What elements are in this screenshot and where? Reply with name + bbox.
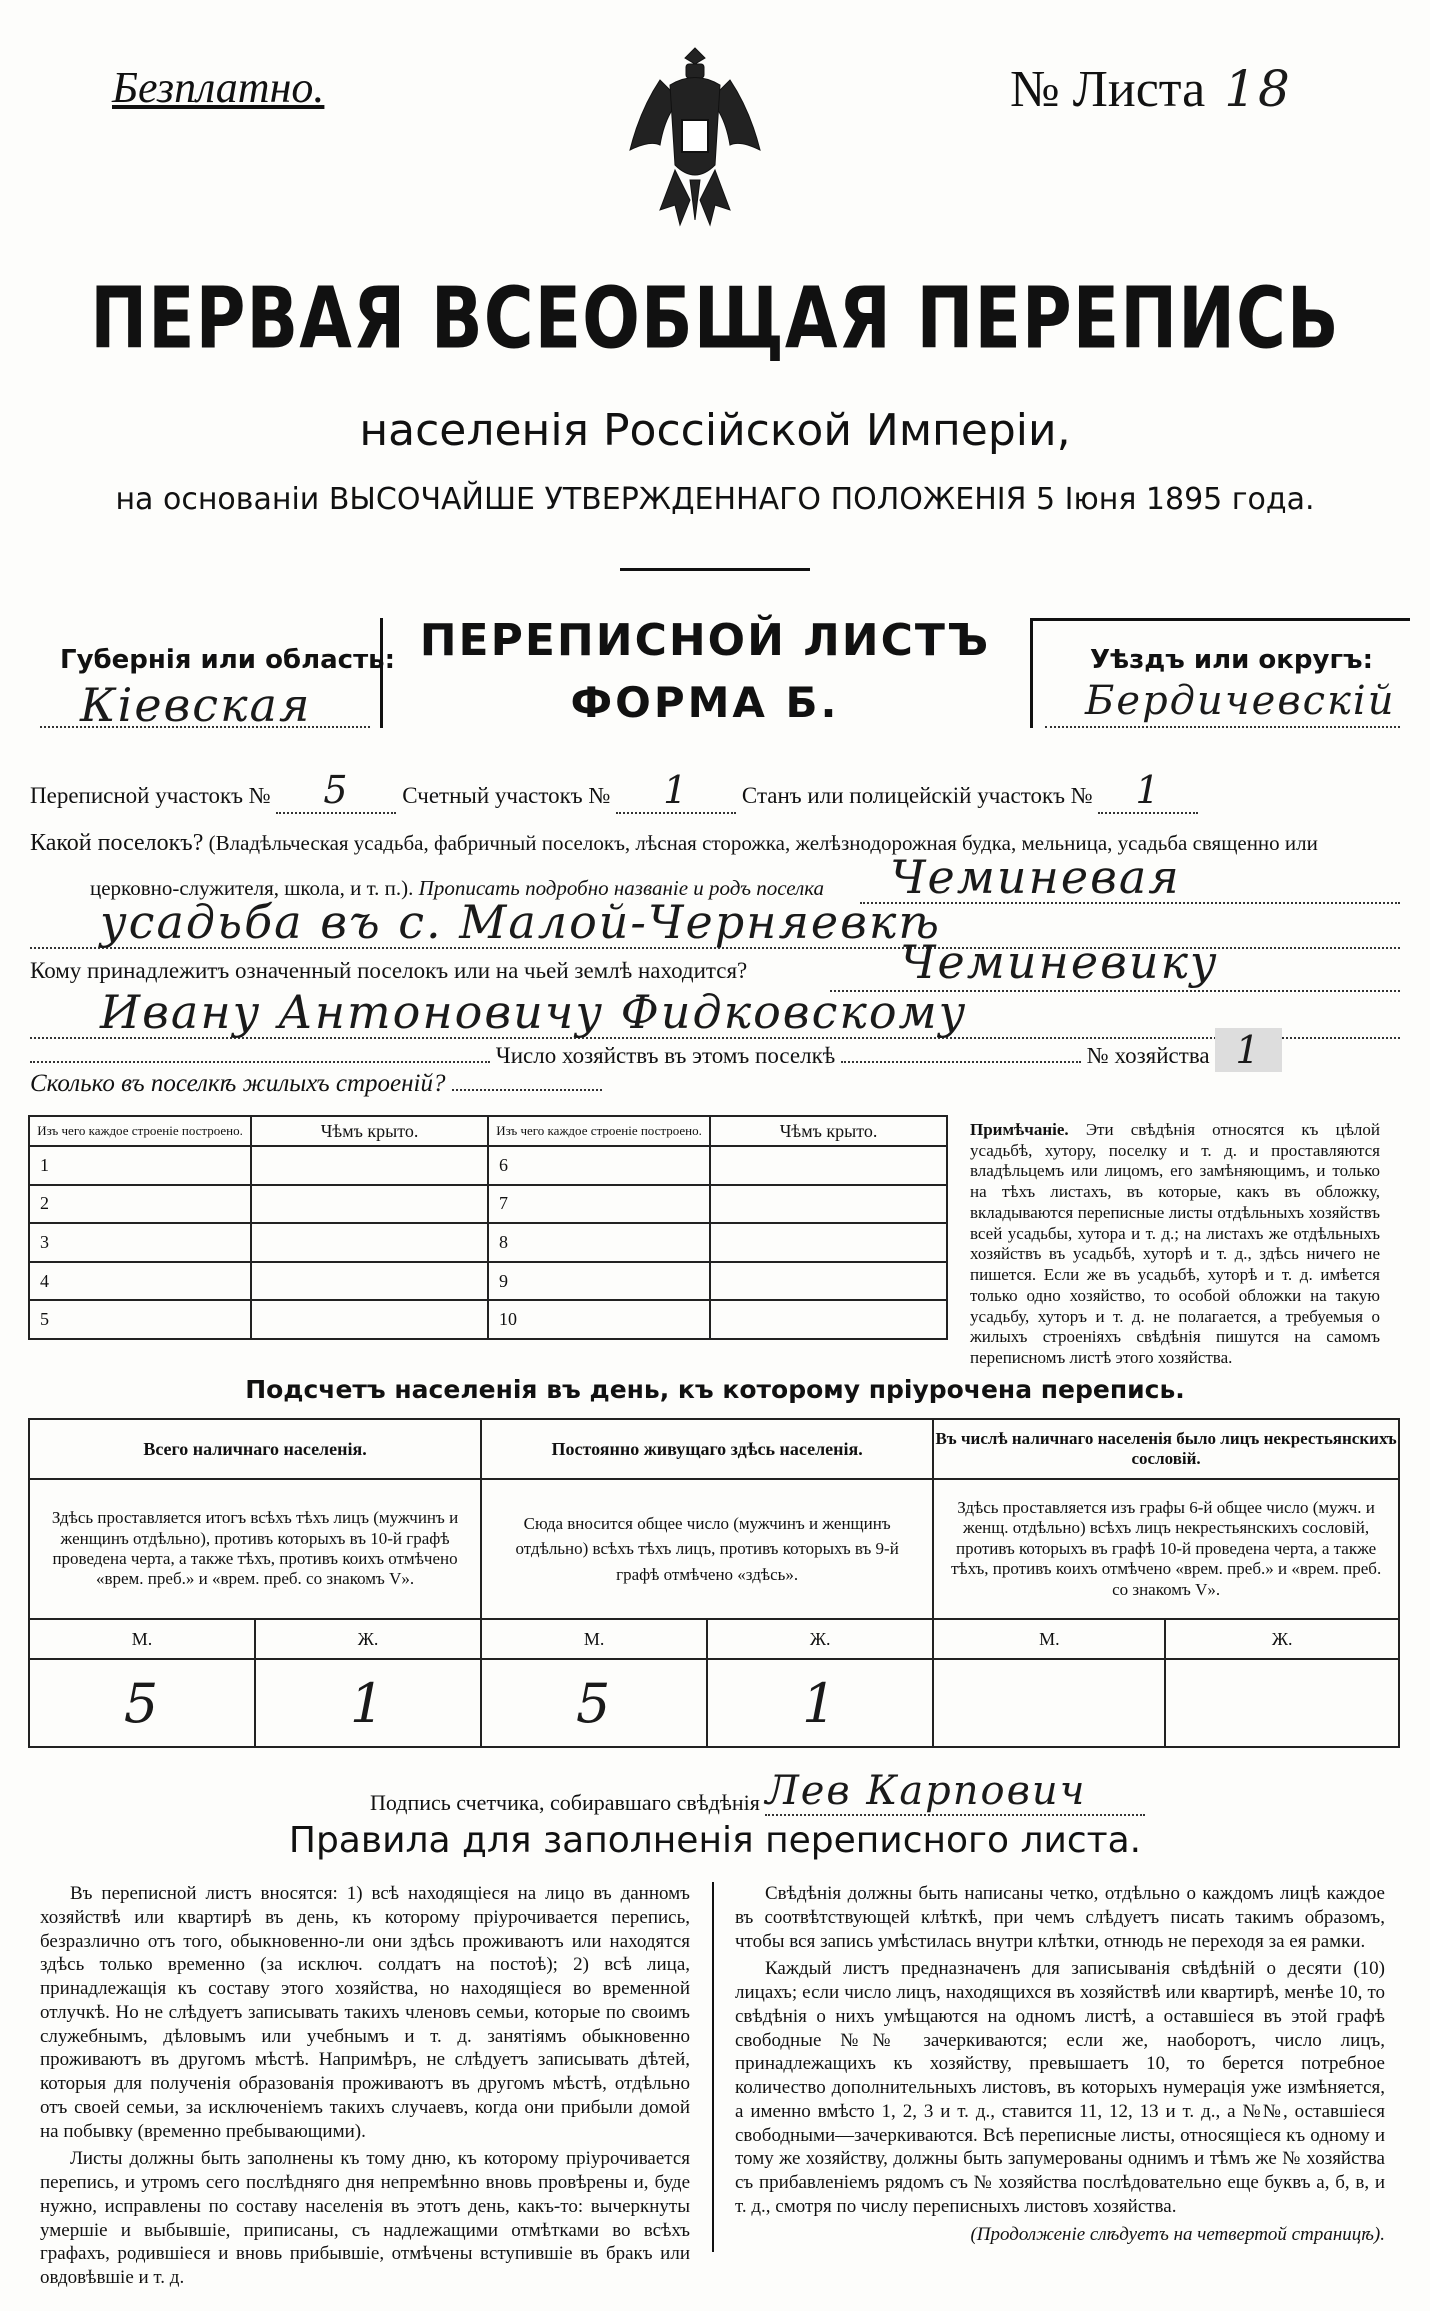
buildings-table: [28, 1115, 948, 1340]
settlement-instruction: Прописать подробно названіе и родъ поселка: [418, 876, 825, 900]
rules-right-column: [735, 1882, 1385, 2246]
household-number-value: 1: [1215, 1028, 1281, 1072]
settlement-hint-2: церковно-служителя, школа, и т. п.).: [90, 876, 414, 900]
buildings-col-roof: Чѣмъ крыто.: [251, 1116, 488, 1146]
stan-label: Станъ или полицейскій участокъ №: [741, 783, 1093, 808]
gubernia-line: [40, 678, 370, 732]
eagle-emblem-icon: [620, 40, 770, 250]
female-header: Ж.: [255, 1619, 481, 1659]
signature-value: Лев Карпович: [765, 1768, 1087, 1814]
count-value: 1: [663, 768, 690, 812]
settlement-question: Какой поселокъ?: [30, 830, 204, 856]
rules-left-column: [40, 1882, 690, 2294]
uezd-label: Уѣздъ или округъ:: [1090, 645, 1373, 675]
total-male-value: 5: [29, 1659, 255, 1747]
male-header: М.: [481, 1619, 707, 1659]
non-peasant-desc: Здѣсь проставляется изъ графы 6-й общее число (мужч. и женщ. отдѣльно) всѣхъ лицъ некрестьянскихъ сословій, противъ которыхъ въ графѣ 10-й проведена черта, а также тѣхъ, противъ коихъ отмѣчено «врем. преб.» и «врем. преб. со знакомъ V».: [933, 1479, 1399, 1619]
sheet-number-label: № Листа: [1010, 61, 1206, 118]
non-peasant-head: Въ числѣ наличнаго населенія было лицъ некрестьянскихъ сословій.: [933, 1419, 1399, 1479]
owner-value-2: Ивану Антоновичу Фидковскому: [100, 985, 968, 1039]
building-row-number: 5: [29, 1300, 251, 1339]
households-row: [30, 1028, 1420, 1072]
total-female-value: 1: [255, 1659, 481, 1747]
note-text: Эти свѣдѣнія относятся къ цѣлой усадьбѣ, хутору, поселку и т. д. и проставляются владѣльцемъ или лицомъ, его замѣняющимъ, и только на тѣхъ листахъ, въ которые, какъ въ обложку, вкладываются переписные листы отдѣльныхъ хозяйствъ всей усадьбы, хутора и т. д.; на листахъ же отдѣльныхъ хозяйствъ въ усадьбѣ, хуторѣ и т. д., здѣсь ничего не пишется. Если же въ усадьбѣ, хуторѣ и т. д. имѣется только одно хозяйство, то особой обложки на такую усадьбу, хуторъ и т. д. не полагается, а требуемыя о жилыхъ строеніяхъ свѣдѣнія пишутся на самомъ переписномъ листѣ этого хозяйства.: [970, 1120, 1381, 1368]
buildings-row: [30, 1070, 602, 1098]
district-value: 5: [323, 768, 350, 812]
building-row-number: 2: [29, 1185, 251, 1224]
male-header: М.: [933, 1619, 1165, 1659]
total-population-desc: Здѣсь проставляется итогъ всѣхъ тѣхъ лицъ (мужчинъ и женщинъ отдѣльно), противъ которыхъ въ 10-й графѣ проведена черта, а также тѣхъ, противъ коихъ отмѣчено «врем. преб.» и «врем. преб. со знакомъ V».: [29, 1479, 481, 1619]
rules-paragraph: Листы должны быть заполнены къ тому дню, къ которому пріурочивается перепись, и утромъ сего послѣдняго дня непремѣнно вновь провѣрены и, буде нужно, исправлены по составу населенія въ этотъ день, какъ-то: вычеркнуты умершіе и выбывшіе, приписаны, съ надлежащими отмѣтками во всѣхъ графахъ, родившіеся и вновь прибывшіе, отмѣчены вступившіе въ бракъ или овдовѣвшіе и т. д.: [40, 2148, 690, 2288]
building-row-number: 1: [29, 1146, 251, 1185]
settlement-value-1: Чеминевая: [890, 850, 1181, 904]
sheet-title: ПЕРЕПИСНОЙ ЛИСТЪ: [419, 615, 991, 666]
building-row-number: 6: [488, 1146, 710, 1185]
resident-population-head: Постоянно живущаго здѣсь населенія.: [481, 1419, 933, 1479]
buildings-col-material-2: Изъ чего каждое строеніе построено.: [488, 1116, 710, 1146]
form-title: ФОРМА Б.: [570, 678, 840, 727]
gubernia-value: Кіевская: [80, 678, 312, 732]
households-label: Число хозяйствъ въ этомъ поселкѣ: [495, 1043, 836, 1068]
building-row-number: 3: [29, 1223, 251, 1262]
female-header: Ж.: [707, 1619, 933, 1659]
resident-female-value: 1: [707, 1659, 933, 1747]
male-header: М.: [29, 1619, 255, 1659]
building-row-number: 9: [488, 1262, 710, 1301]
resident-male-value: 5: [481, 1659, 707, 1747]
gubernia-label: Губернія или область:: [60, 645, 395, 675]
rules-paragraph: Въ переписной листъ вносятся: 1) всѣ находящіеся на лицо въ данномъ хозяйствѣ или квартирѣ въ день, къ которому пріурочивается перепись, безразлично отъ того, обыкновенно-ли они здѣсь проживаютъ или находятся здѣсь только временно (за исключ. солдатъ на постоѣ); 2) всѣ лица, принадлежащія къ составу этого хозяйства, но находящіеся во временной отлучкѣ. Но не слѣдуетъ записывать такихъ членовъ семьи, которые по своимъ служебнымъ, дѣловымъ или учебнымъ и т. д. занятіямъ обыкновенно проживаютъ въ другомъ мѣстѣ. Напримѣръ, не слѣдуетъ записывать дѣтей, которыя для полученія образованія проживаютъ въ другомъ мѣстѣ, отдѣльно отъ своей семьи, за исключеніемъ такихъ случаевъ, когда они прибыли домой на побывку (временно пребывающими).: [40, 1883, 690, 2142]
buildings-col-roof-2: Чѣмъ крыто.: [710, 1116, 947, 1146]
total-population-head: Всего наличнаго населенія.: [29, 1419, 481, 1479]
divider: [620, 568, 810, 571]
divider: [1030, 618, 1033, 728]
population-table: [28, 1418, 1400, 1748]
free-label: Безплатно.: [112, 63, 325, 112]
household-number-label: № хозяйства: [1086, 1043, 1210, 1068]
settlement-hint: (Владѣльческая усадьба, фабричный поселокъ, лѣсная сторожка, желѣзнодорожная будка, мельница, усадьба священно или: [208, 831, 1318, 855]
building-row-number: 7: [488, 1185, 710, 1224]
building-row-number: 10: [488, 1300, 710, 1339]
settlement-row: [30, 830, 1420, 857]
count-title: Подсчетъ населенія въ день, къ которому пріурочена перепись.: [245, 1375, 1185, 1404]
signature-row: [370, 1768, 1145, 1816]
note-label: Примѣчаніе.: [970, 1120, 1069, 1139]
census-subtitle: населенія Россійской Имперіи,: [359, 405, 1071, 456]
sheet-number-value: 18: [1224, 60, 1292, 118]
buildings-question: Сколько въ поселкѣ жилыхъ строеній?: [30, 1070, 446, 1097]
owner-question: Кому принадлежитъ означенный поселокъ или на чьей землѣ находится?: [30, 958, 748, 983]
rules-paragraph: Каждый листъ предназначенъ для записыванія свѣдѣній о десяти (10) лицахъ; если число лицъ, находящихся въ хозяйствѣ или квартирѣ, менѣе 10, то свѣдѣнія о нихъ умѣщаются на одномъ листѣ, а оставшіеся въ этой графѣ свободные №№ зачеркиваются; если же, наоборотъ, число лицъ, принадлежащихъ къ хозяйству, превышаетъ 10, то берется потребное количество дополнительныхъ листовъ, въ которыхъ нумерація уже измѣняется, а именно вмѣсто 1, 2, 3 и т. д., ставится 11, 12, 13 и т. д., а №№, оставшіеся свободными—зачеркиваются. Всѣ переписные листы, относящіеся къ одному и тому же хозяйству, должны быть запумерованы однимъ и тѣмъ же № хозяйства съ прибавленіемъ рядомъ съ № хозяйства послѣдовательно еще буквъ а, б, в, и т. д., смотря по числу переписныхъ листовъ хозяйства.: [735, 1958, 1385, 2217]
non-peasant-female-value: [1165, 1659, 1399, 1747]
divider: [1030, 618, 1410, 621]
buildings-col-material: Изъ чего каждое строеніе построено.: [29, 1116, 251, 1146]
note-block: [970, 1120, 1380, 1369]
signature-label: Подпись счетчика, собиравшаго свѣдѣнія: [370, 1790, 760, 1815]
female-header: Ж.: [1165, 1619, 1399, 1659]
census-title: ПЕРВАЯ ВСЕОБЩАЯ ПЕРЕПИСЬ: [90, 270, 1340, 369]
uezd-line: [1045, 678, 1400, 728]
column-divider: [712, 1882, 714, 2252]
district-row: [30, 768, 1410, 814]
stan-value: 1: [1135, 768, 1162, 812]
settlement-value-2: усадьба въ с. Малой-Черняевкѣ: [100, 895, 941, 949]
building-row-number: 8: [488, 1223, 710, 1262]
census-basis: на основаніи ВЫСОЧАЙШЕ УТВЕРЖДЕННАГО ПОЛОЖЕНІЯ 5 Іюня 1895 года.: [115, 482, 1315, 517]
non-peasant-male-value: [933, 1659, 1165, 1747]
continued-note: (Продолженіе слѣдуетъ на четвертой страницѣ).: [970, 2223, 1385, 2245]
owner-value-1: Чеминевику: [900, 935, 1219, 989]
district-label: Переписной участокъ №: [30, 783, 271, 808]
count-label: Счетный участокъ №: [402, 783, 611, 808]
resident-population-desc: Сюда вносится общее число (мужчинъ и женщинъ отдѣльно) всѣхъ тѣхъ лицъ, противъ которыхъ въ 9-й графѣ отмѣчено «здѣсь».: [481, 1479, 933, 1619]
rules-paragraph: Свѣдѣнія должны быть написаны четко, отдѣльно о каждомъ лицѣ каждое въ соотвѣтствующей клѣткѣ, при чемъ слѣдуетъ писать такимъ образомъ, чтобы вся запись умѣстилась внутри клѣтки, отнюдь не переходя за ея рамки.: [735, 1883, 1385, 1952]
uezd-value: Бердичевскій: [1085, 678, 1396, 724]
building-row-number: 4: [29, 1262, 251, 1301]
rules-title: Правила для заполненія переписного листа.: [288, 1820, 1142, 1861]
